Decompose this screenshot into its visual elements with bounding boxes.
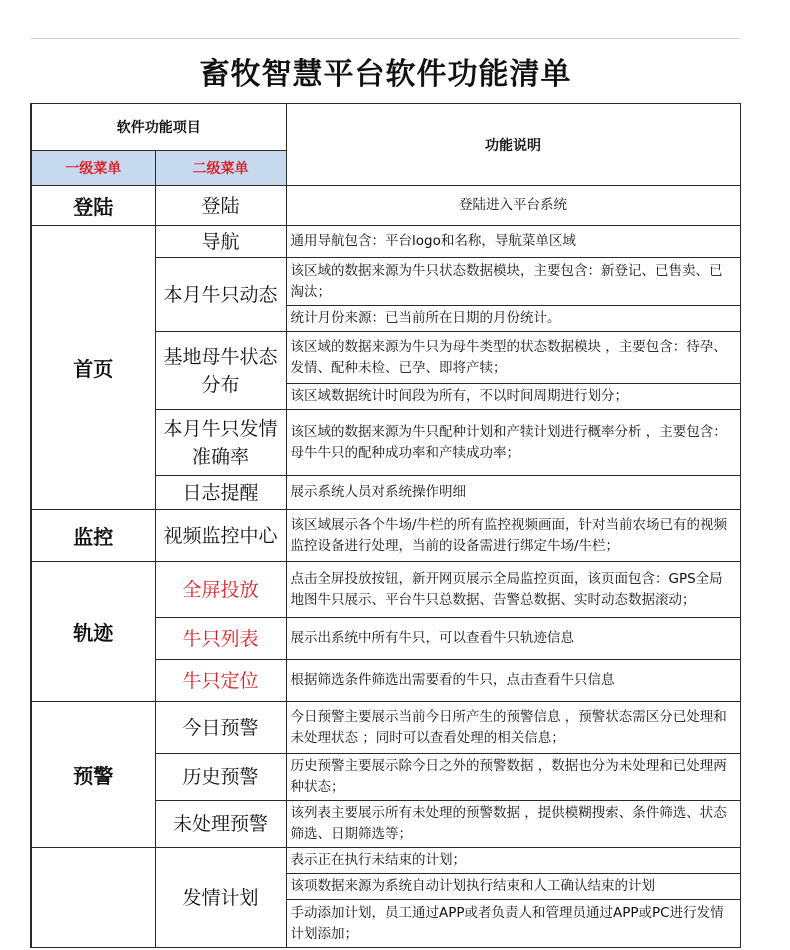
level2-fullscreen: 全屏投放	[155, 562, 286, 618]
header-description: 功能说明	[286, 104, 740, 186]
level2-estrus-plan: 发情计划	[155, 848, 286, 948]
sheet-title: 畜牧智慧平台软件功能清单	[31, 39, 740, 104]
desc-cattle-list: 展示出系统中所有牛只，可以查看牛只轨迹信息	[286, 618, 740, 660]
header-row	[31, 104, 740, 151]
table-row	[31, 702, 740, 754]
desc-nav: 通用导航包含：平台logo和名称，导航菜单区域	[286, 226, 740, 258]
level1-monitor: 监控	[31, 510, 155, 562]
desc-estrus-plan-3: 手动添加计划，员工通过APP或者负责人和管理员通过APP或PC进行发情计划添加；	[286, 900, 740, 948]
level2-nav: 导航	[155, 226, 286, 258]
level2-cattle-list: 牛只列表	[155, 618, 286, 660]
level1-track: 轨迹	[31, 562, 155, 702]
header-level2-menu: 二级菜单	[155, 151, 286, 186]
table-row	[31, 226, 740, 258]
level2-base-cow-status: 基地母牛状态分布	[155, 332, 286, 410]
desc-login: 登陆进入平台系统	[286, 186, 740, 226]
function-table	[30, 38, 741, 948]
desc-cattle-locate: 根据筛选条件筛选出需要看的牛只，点击查看牛只信息	[286, 660, 740, 702]
desc-unhandled-alert: 该列表主要展示所有未处理的预警数据 ，提供模糊搜索、条件筛选、状态筛选、日期筛选等；	[286, 801, 740, 848]
level2-today-alert: 今日预警	[155, 702, 286, 754]
function-list-sheet	[30, 38, 739, 948]
title-row	[31, 39, 740, 104]
desc-estrus-plan-1: 表示正在执行未结束的计划；	[286, 848, 740, 874]
desc-today-alert: 今日预警主要展示当前今日所产生的预警信息 ，预警状态需区分已处理和未处理状态 ；同时可以查看处理的相关信息；	[286, 702, 740, 754]
level2-monthly-dynamics: 本月牛只动态	[155, 258, 286, 332]
header-level1-menu: 一级菜单	[31, 151, 155, 186]
level2-log-reminder: 日志提醒	[155, 476, 286, 510]
level1-login: 登陆	[31, 186, 155, 226]
desc-base-cow-status-2: 该区域数据统计时间段为所有，不以时间周期进行划分；	[286, 384, 740, 410]
desc-base-cow-status-1: 该区域的数据来源为牛只为母牛类型的状态数据模块 ，主要包含：待孕、发情、配种未检、已孕、即将产犊；	[286, 332, 740, 384]
level2-history-alert: 历史预警	[155, 754, 286, 801]
level2-cattle-locate: 牛只定位	[155, 660, 286, 702]
desc-log-reminder: 展示系统人员对系统操作明细	[286, 476, 740, 510]
level1-estrus	[31, 848, 155, 948]
level1-alert: 预警	[31, 702, 155, 848]
desc-monthly-dynamics-1: 该区域的数据来源为牛只状态数据模块，主要包含：新登记、已售卖、已淘汰；	[286, 258, 740, 306]
level1-home: 首页	[31, 226, 155, 510]
table-row	[31, 848, 740, 874]
level2-estrus-rate: 本月牛只发情准确率	[155, 410, 286, 476]
header-function-group: 软件功能项目	[31, 104, 286, 151]
desc-fullscreen: 点击全屏投放按钮，新开网页展示全局监控页面，该页面包含：GPS全局地图牛只展示、平台牛只总数据、告警总数据、实时动态数据滚动；	[286, 562, 740, 618]
table-row	[31, 562, 740, 618]
desc-monthly-dynamics-2: 统计月份来源：已当前所在日期的月份统计。	[286, 306, 740, 332]
level2-video-monitor: 视频监控中心	[155, 510, 286, 562]
level2-login: 登陆	[155, 186, 286, 226]
table-row	[31, 510, 740, 562]
desc-estrus-rate: 该区域的数据来源为牛只配种计划和产犊计划进行概率分析 ，主要包含：母牛牛只的配种成功率和产犊成功率；	[286, 410, 740, 476]
table-row	[31, 186, 740, 226]
desc-history-alert: 历史预警主要展示除今日之外的预警数据 ，数据也分为未处理和已处理两种状态；	[286, 754, 740, 801]
desc-estrus-plan-2: 该项数据来源为系统自动计划执行结束和人工确认结束的计划	[286, 874, 740, 900]
level2-unhandled-alert: 未处理预警	[155, 801, 286, 848]
desc-video-monitor: 该区域展示各个牛场/牛栏的所有监控视频画面，针对当前农场已有的视频监控设备进行处理，当前的设备需进行绑定牛场/牛栏；	[286, 510, 740, 562]
